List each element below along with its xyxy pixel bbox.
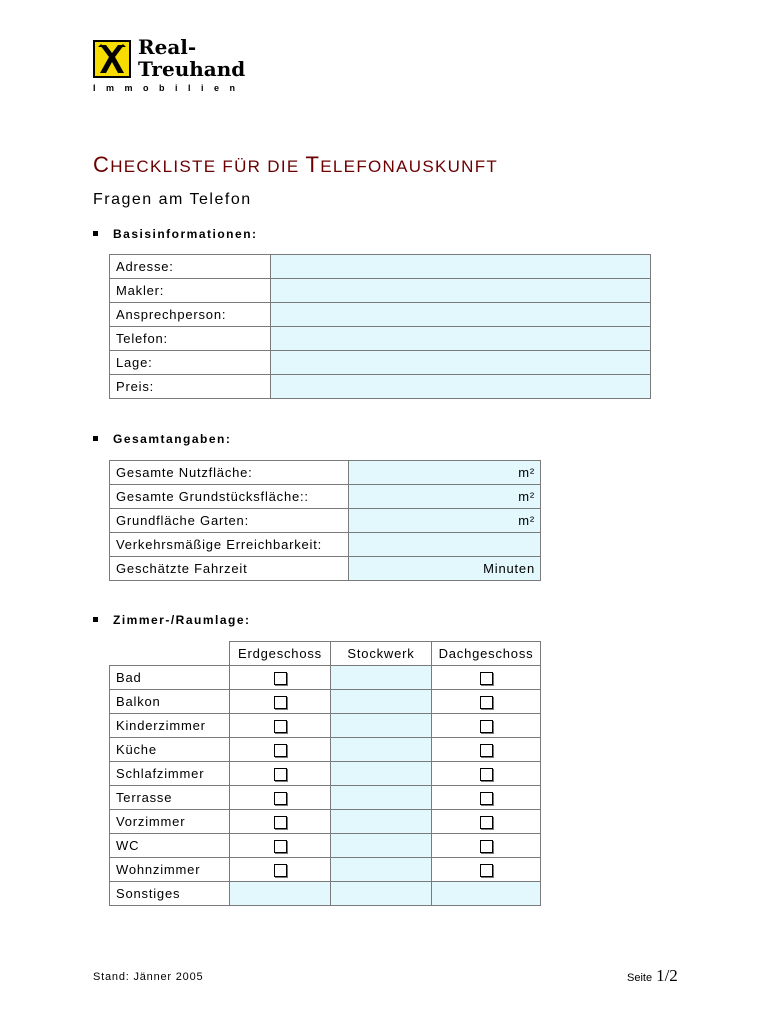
- checkbox-wc-dachgeschoss[interactable]: [480, 840, 493, 853]
- checkbox-cell: [432, 737, 541, 761]
- checkbox-cell: [432, 857, 541, 881]
- field-input-preis[interactable]: [271, 375, 651, 399]
- checkbox-cell: [230, 665, 331, 689]
- table-row: [110, 713, 541, 737]
- checkbox-cell: [432, 689, 541, 713]
- basic-info-table: [109, 254, 651, 399]
- bullet-square-icon: [93, 617, 98, 622]
- field-label-gesamte-grundstuecksflaeche: Gesamte Grundstücksfläche::: [110, 485, 349, 509]
- document-subtitle: Fragen am Telefon: [93, 191, 252, 208]
- checkbox-cell: [432, 665, 541, 689]
- field-label-grundflaeche-garten: Grundfläche Garten:: [110, 509, 349, 533]
- header-blank-cell: [110, 642, 230, 666]
- field-label-lage: Lage:: [110, 351, 271, 375]
- company-logo: [93, 35, 263, 100]
- table-row: [110, 737, 541, 761]
- text-field-terrasse-stockwerk[interactable]: [331, 785, 432, 809]
- table-row: [110, 255, 651, 279]
- checkbox-bad-dachgeschoss[interactable]: [480, 672, 493, 685]
- room-label-sonstiges: Sonstiges: [110, 881, 230, 905]
- field-label-geschaetzte-fahrzeit: Geschätzte Fahrzeit: [110, 557, 349, 581]
- field-label-gesamte-nutzflaeche: Gesamte Nutzfläche:: [110, 461, 349, 485]
- table-row: [110, 303, 651, 327]
- room-label-balkon: Balkon: [110, 689, 230, 713]
- checkbox-kueche-erdgeschoss[interactable]: [274, 744, 287, 757]
- table-row: [110, 761, 541, 785]
- checkbox-kinderzimmer-erdgeschoss[interactable]: [274, 720, 287, 733]
- table-row: [110, 533, 541, 557]
- checkbox-cell: [432, 761, 541, 785]
- checkbox-kueche-dachgeschoss[interactable]: [480, 744, 493, 757]
- field-input-telefon[interactable]: [271, 327, 651, 351]
- section-heading-zimmer-raumlage: Zimmer-/Raumlage:: [93, 613, 251, 627]
- table-row: [110, 375, 651, 399]
- text-field-sonstiges-dachgeschoss[interactable]: [432, 881, 541, 905]
- table-row: [110, 461, 541, 485]
- text-field-balkon-stockwerk[interactable]: [331, 689, 432, 713]
- bullet-square-icon: [93, 231, 98, 236]
- column-header-erdgeschoss: Erdgeschoss: [230, 642, 331, 666]
- checkbox-cell: [230, 689, 331, 713]
- field-input-geschaetzte-fahrzeit[interactable]: Minuten: [349, 557, 541, 581]
- text-field-schlafzimmer-stockwerk[interactable]: [331, 761, 432, 785]
- field-input-lage[interactable]: [271, 351, 651, 375]
- table-row: [110, 881, 541, 905]
- room-label-wc: WC: [110, 833, 230, 857]
- room-label-terrasse: Terrasse: [110, 785, 230, 809]
- text-field-sonstiges-stockwerk[interactable]: [331, 881, 432, 905]
- room-label-bad: Bad: [110, 665, 230, 689]
- footer-date: Stand: Jänner 2005: [93, 971, 204, 983]
- text-field-wohnzimmer-stockwerk[interactable]: [331, 857, 432, 881]
- field-input-ansprechperson[interactable]: [271, 303, 651, 327]
- table-row: [110, 279, 651, 303]
- logo-subline: Immobilien: [93, 83, 246, 93]
- table-row: [110, 689, 541, 713]
- checkbox-wc-erdgeschoss[interactable]: [274, 840, 287, 853]
- table-row: [110, 351, 651, 375]
- text-field-wc-stockwerk[interactable]: [331, 833, 432, 857]
- table-header-row: [110, 642, 541, 666]
- checkbox-wohnzimmer-erdgeschoss[interactable]: [274, 864, 287, 877]
- checkbox-cell: [230, 713, 331, 737]
- checkbox-terrasse-dachgeschoss[interactable]: [480, 792, 493, 805]
- checkbox-cell: [230, 737, 331, 761]
- checkbox-cell: [230, 785, 331, 809]
- table-row: [110, 833, 541, 857]
- section-heading-basisinformationen: Basisinformationen:: [93, 227, 258, 241]
- table-row: [110, 327, 651, 351]
- checkbox-cell: [432, 809, 541, 833]
- logo-wordmark: Real- Treuhand: [138, 35, 246, 81]
- checkbox-cell: [230, 833, 331, 857]
- checkbox-cell: [230, 809, 331, 833]
- logo-crossed-gables-icon: [93, 40, 131, 78]
- checkbox-cell: [432, 785, 541, 809]
- checkbox-cell: [432, 833, 541, 857]
- field-input-gesamte-nutzflaeche[interactable]: m²: [349, 461, 541, 485]
- text-field-kueche-stockwerk[interactable]: [331, 737, 432, 761]
- text-field-kinderzimmer-stockwerk[interactable]: [331, 713, 432, 737]
- checkbox-bad-erdgeschoss[interactable]: [274, 672, 287, 685]
- room-label-schlafzimmer: Schlafzimmer: [110, 761, 230, 785]
- checkbox-balkon-dachgeschoss[interactable]: [480, 696, 493, 709]
- column-header-dachgeschoss: Dachgeschoss: [432, 642, 541, 666]
- field-label-verkehrsmaessige-erreichbarkeit: Verkehrsmäßige Erreichbarkeit:: [110, 533, 349, 557]
- footer-page: Seite 1/2: [627, 966, 678, 985]
- field-input-gesamte-grundstuecksflaeche[interactable]: m²: [349, 485, 541, 509]
- bullet-square-icon: [93, 436, 98, 441]
- table-row: [110, 857, 541, 881]
- checkbox-wohnzimmer-dachgeschoss[interactable]: [480, 864, 493, 877]
- checkbox-vorzimmer-erdgeschoss[interactable]: [274, 816, 287, 829]
- rooms-table: [109, 641, 541, 906]
- field-label-telefon: Telefon:: [110, 327, 271, 351]
- field-input-adresse[interactable]: [271, 255, 651, 279]
- room-label-vorzimmer: Vorzimmer: [110, 809, 230, 833]
- field-label-makler: Makler:: [110, 279, 271, 303]
- checkbox-terrasse-erdgeschoss[interactable]: [274, 792, 287, 805]
- field-label-preis: Preis:: [110, 375, 271, 399]
- table-row: [110, 485, 541, 509]
- field-input-makler[interactable]: [271, 279, 651, 303]
- checkbox-cell: [230, 761, 331, 785]
- column-header-stockwerk: Stockwerk: [331, 642, 432, 666]
- text-field-vorzimmer-stockwerk[interactable]: [331, 809, 432, 833]
- totals-table: [109, 460, 541, 581]
- field-input-grundflaeche-garten[interactable]: m²: [349, 509, 541, 533]
- table-row: [110, 509, 541, 533]
- table-row: [110, 809, 541, 833]
- section-heading-gesamtangaben: Gesamtangaben:: [93, 432, 231, 446]
- field-label-adresse: Adresse:: [110, 255, 271, 279]
- checkbox-balkon-erdgeschoss[interactable]: [274, 696, 287, 709]
- table-row: [110, 785, 541, 809]
- room-label-kinderzimmer: Kinderzimmer: [110, 713, 230, 737]
- checkbox-schlafzimmer-dachgeschoss[interactable]: [480, 768, 493, 781]
- text-field-sonstiges-erdgeschoss[interactable]: [230, 881, 331, 905]
- room-label-wohnzimmer: Wohnzimmer: [110, 857, 230, 881]
- room-label-kueche: Küche: [110, 737, 230, 761]
- table-row: [110, 557, 541, 581]
- checkbox-cell: [230, 857, 331, 881]
- table-row: [110, 665, 541, 689]
- checkbox-cell: [432, 713, 541, 737]
- field-input-verkehrsmaessige-erreichbarkeit[interactable]: [349, 533, 541, 557]
- text-field-bad-stockwerk[interactable]: [331, 665, 432, 689]
- checkbox-kinderzimmer-dachgeschoss[interactable]: [480, 720, 493, 733]
- checkbox-vorzimmer-dachgeschoss[interactable]: [480, 816, 493, 829]
- field-label-ansprechperson: Ansprechperson:: [110, 303, 271, 327]
- document-title: CHECKLISTE FÜR DIE TELEFONAUSKUNFT: [93, 152, 499, 177]
- checkbox-schlafzimmer-erdgeschoss[interactable]: [274, 768, 287, 781]
